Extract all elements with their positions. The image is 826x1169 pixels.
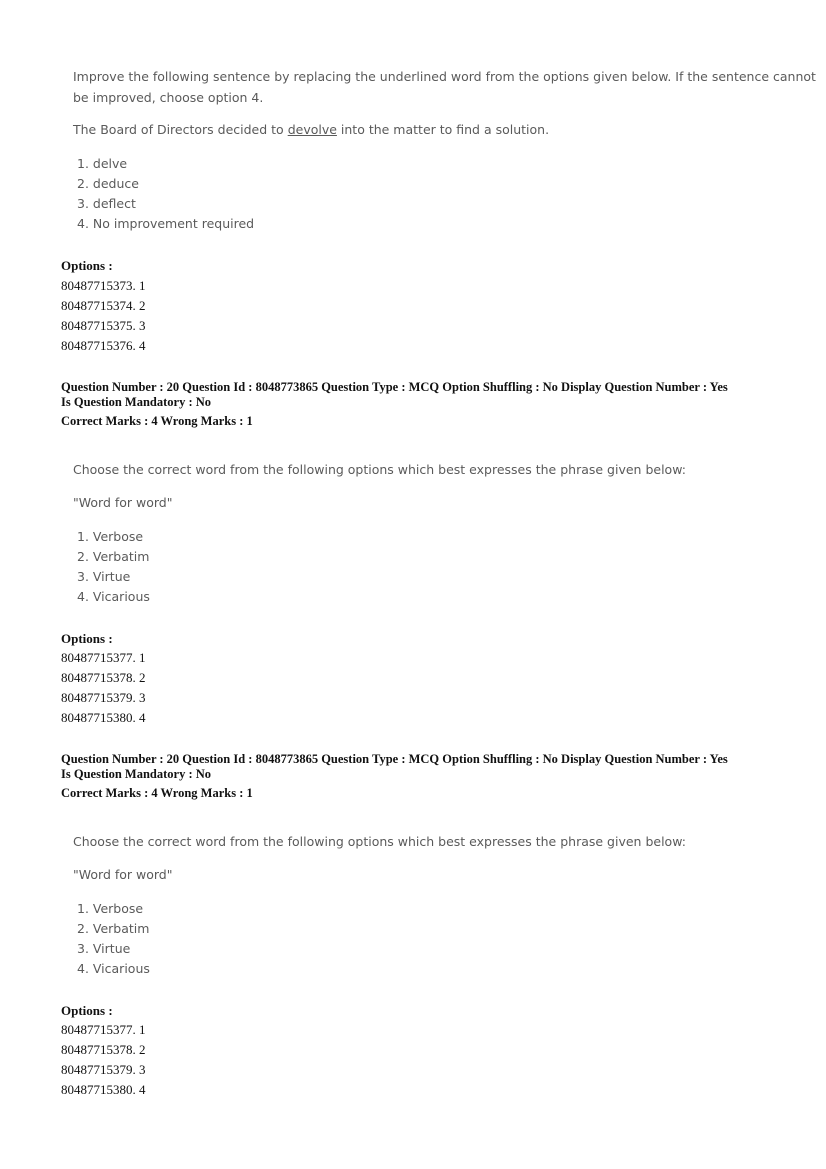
q1-option-id: 80487715376. 4: [61, 338, 146, 353]
q1-choice: 4. No improvement required: [77, 216, 255, 231]
q3-choice: 4. Vicarious: [77, 961, 150, 976]
q3-header-line2: Is Question Mandatory : No: [61, 767, 212, 781]
q2-prompt: Choose the correct word from the following options which best expresses the phrase given below:: [73, 462, 686, 477]
q3-options-label: Options :: [61, 1003, 113, 1018]
q2-option-id: 80487715380. 4: [61, 710, 146, 725]
q3-option-id: 80487715378. 2: [61, 1042, 146, 1057]
q2-choice: 4. Vicarious: [77, 589, 150, 604]
q3-header-line1: Question Number : 20 Question Id : 8048773865 Question Type : MCQ Option Shuffling : No Display Question Number : Yes: [61, 752, 728, 766]
q3-option-id: 80487715380. 4: [61, 1082, 146, 1097]
q1-options-label: Options :: [61, 258, 113, 273]
q2-choice: 1. Verbose: [77, 529, 144, 544]
q3-marks: Correct Marks : 4 Wrong Marks : 1: [61, 786, 253, 800]
q2-option-id: 80487715378. 2: [61, 670, 146, 685]
q1-option-id: 80487715374. 2: [61, 298, 146, 313]
q1-choice: 1. delve: [77, 156, 128, 171]
q1-choice: 2. deduce: [77, 176, 139, 191]
q2-phrase: "Word for word": [73, 495, 173, 510]
q3-choice: 2. Verbatim: [77, 921, 150, 936]
q3-choice: 3. Virtue: [77, 941, 131, 956]
q3-phrase: "Word for word": [73, 867, 173, 882]
q1-prompt-line2: be improved, choose option 4.: [73, 90, 264, 105]
q2-header-line2: Is Question Mandatory : No: [61, 395, 212, 409]
q1-underlined-word: devolve: [287, 122, 337, 137]
q3-choice: 1. Verbose: [77, 901, 144, 916]
q2-option-id: 80487715379. 3: [61, 690, 146, 705]
q1-choice: 3. deflect: [77, 196, 136, 211]
q1-option-id: 80487715373. 1: [61, 278, 146, 293]
q1-option-id: 80487715375. 3: [61, 318, 146, 333]
q2-header-line1: Question Number : 20 Question Id : 8048773865 Question Type : MCQ Option Shuffling : No Display Question Number : Yes: [61, 380, 728, 394]
q2-options-label: Options :: [61, 631, 113, 646]
q1-sentence: [73, 122, 549, 137]
q2-choice: 3. Virtue: [77, 569, 131, 584]
q3-prompt: Choose the correct word from the following options which best expresses the phrase given below:: [73, 834, 686, 849]
q3-option-id: 80487715377. 1: [61, 1022, 146, 1037]
q1-sentence-after: into the matter to find a solution.: [336, 122, 550, 137]
q2-choice: 2. Verbatim: [77, 549, 150, 564]
q1-prompt-line1: Improve the following sentence by replacing the underlined word from the options given below. If the sentence cannot: [73, 69, 816, 84]
q3-option-id: 80487715379. 3: [61, 1062, 146, 1077]
q2-option-id: 80487715377. 1: [61, 650, 146, 665]
q2-marks: Correct Marks : 4 Wrong Marks : 1: [61, 414, 253, 428]
q1-sentence-before: The Board of Directors decided to: [73, 122, 288, 137]
